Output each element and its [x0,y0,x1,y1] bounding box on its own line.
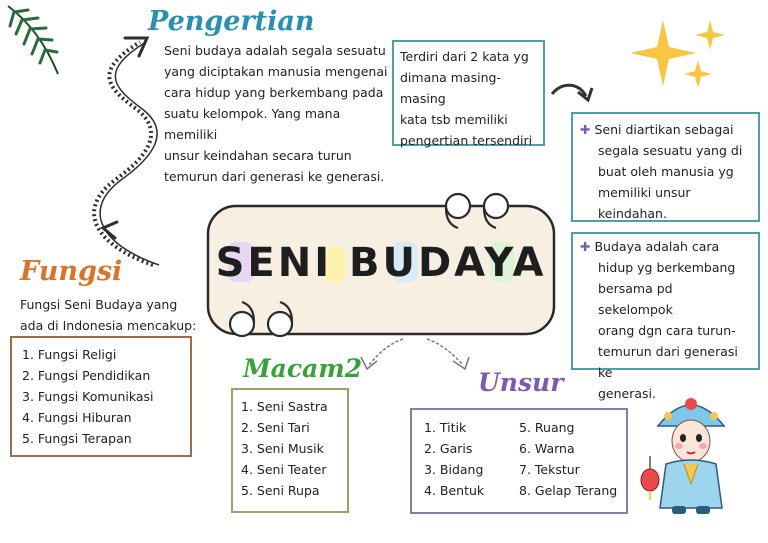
fungsi-intro-line: Fungsi Seni Budaya yang [20,297,178,312]
pengertian-line: cara hidup yang berkembang pada [164,85,384,100]
seni-line: ✚ Seni diartikan sebagai [580,122,734,137]
list-item: 6. Warna [519,441,575,456]
main-title: SENI BUDAYA [215,240,547,286]
list-item: 5. Seni Rupa [241,483,320,498]
fungsi-intro [20,294,196,336]
split-arrows-icon [345,335,485,385]
list-item: 8. Gelap Terang [519,483,618,498]
pin-icon: ✚ [580,239,591,254]
kata-line: dimana masing-masing [400,70,501,106]
list-item: 7. Tekstur [519,462,580,477]
opera-character-icon [636,386,746,516]
pengertian-line: Seni budaya adalah segala sesuatu [164,43,386,58]
seni-line: segala sesuatu yang di [598,143,743,158]
list-item: 5. Ruang [519,420,575,435]
fungsi-list-box [10,336,192,457]
pengertian-text [164,40,394,187]
fungsi-intro-line: ada di Indonesia mencakup: [20,318,197,333]
pin-icon: ✚ [580,122,591,137]
macam-heading: Macam2 [243,354,363,383]
list-item: 4. Bentuk [424,483,485,498]
pengertian-line: unsur keindahan secara turun [164,148,352,163]
pengertian-line: yang diciptakan manusia mengenai [164,64,388,79]
pengertian-line: temurun dari generasi ke generasi. [164,169,385,184]
kata-line: Terdiri dari 2 kata yg [400,49,529,64]
budaya-definition-box [571,232,760,401]
kata-line: pengertian tersendiri [400,133,533,148]
list-item: 3. Fungsi Komunikasi [22,389,154,404]
kata-definition-box [392,40,545,146]
budaya-line: bersama pd sekelompok [598,281,673,317]
pengertian-heading: Pengertian [148,6,315,37]
sparkle-stars-icon [628,15,743,95]
list-item: 1. Fungsi Religi [22,347,117,362]
seni-definition-box [571,112,760,222]
budaya-line: generasi. [598,386,656,401]
budaya-line: temurun dari generasi ke [598,344,738,380]
list-item: 2. Fungsi Pendidikan [22,368,151,383]
list-item: 1. Titik [424,420,467,435]
seni-line: buat oleh manusia yg [598,164,734,179]
curved-arrow-icon [548,80,598,110]
list-item: 2. Garis [424,441,473,456]
list-item: 3. Bidang [424,462,484,477]
kata-line: kata tsb memiliki [400,112,508,127]
fungsi-heading: Fungsi [20,256,123,287]
list-item: 4. Seni Teater [241,462,327,477]
seni-line: memiliki unsur keindahan. [598,185,691,221]
list-item: 4. Fungsi Hiburan [22,410,132,425]
unsur-heading: Unsur [478,368,564,397]
list-item: 2. Seni Tari [241,420,310,435]
list-item: 3. Seni Musik [241,441,324,456]
budaya-line: orang dgn cara turun- [598,323,736,338]
unsur-list-box [410,408,628,514]
budaya-line: ✚ Budaya adalah cara [580,239,720,254]
budaya-line: hidup yg berkembang [598,260,736,275]
list-item: 5. Fungsi Terapan [22,431,132,446]
macam-list-box [231,388,349,513]
pengertian-line: suatu kelompok. Yang mana memiliki [164,106,341,142]
list-item: 1. Seni Sastra [241,399,328,414]
